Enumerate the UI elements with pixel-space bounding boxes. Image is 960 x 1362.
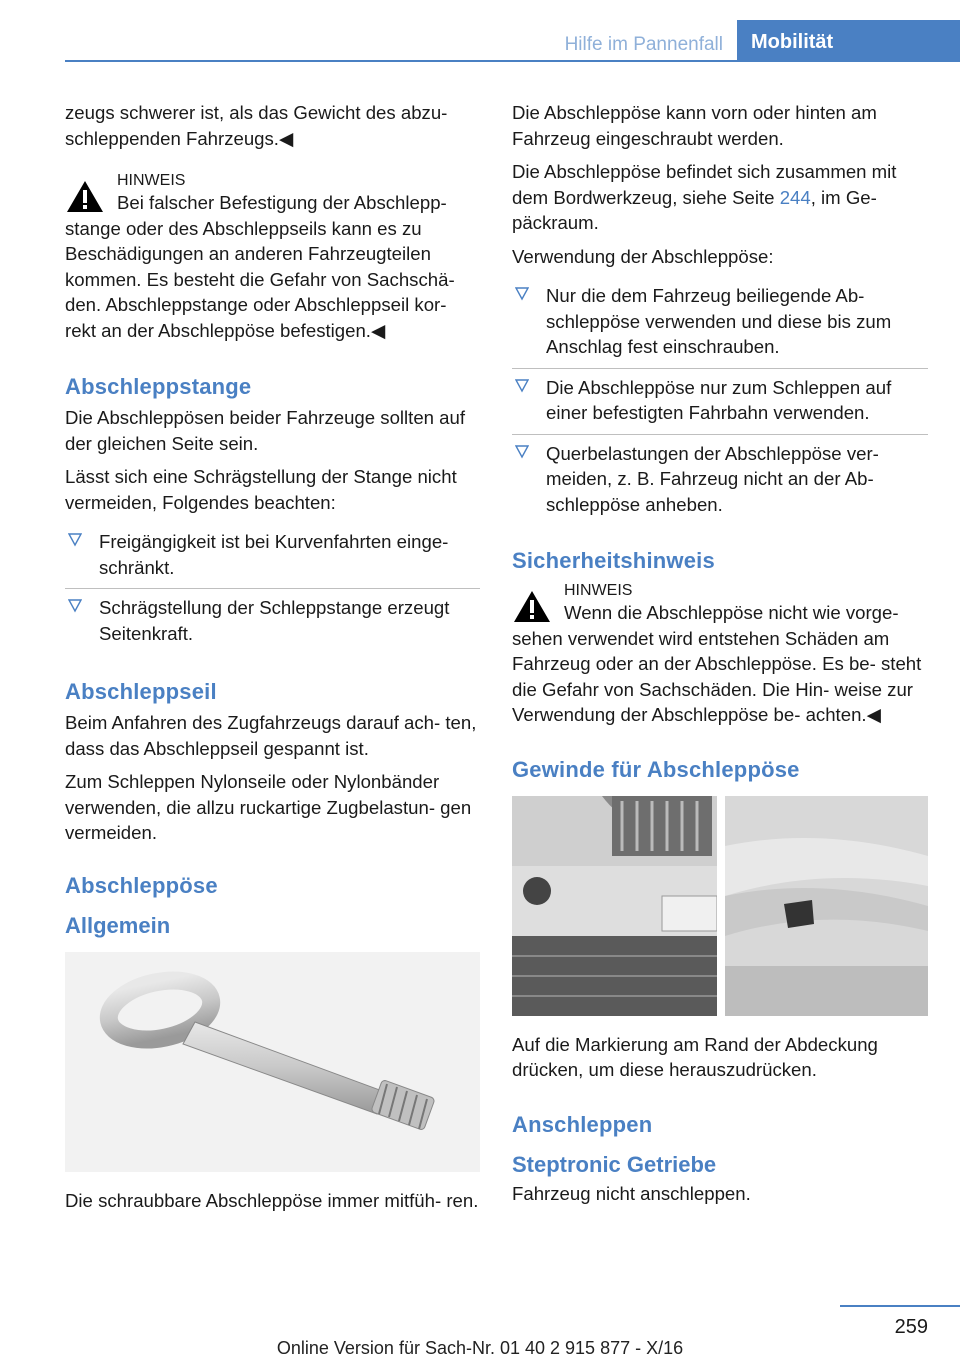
gewinde-caption: Auf die Markierung am Rand der Abdeckung drücken, um diese herauszudrücken.: [512, 1033, 878, 1080]
warning-text-first: Bei falscher Befestigung der Abschlepp-: [117, 192, 447, 213]
warning-text: stange oder des Abschleppseils kann es zu Beschädigungen an anderen Fahrzeugteilen kommen. Es besteht die Gefahr von Sachschä- den. Abschleppstange oder Abschleppseil kor- rekt an der Abschleppöse befestigen.◀: [65, 217, 455, 341]
bumper-cover-image: [512, 796, 928, 1016]
subheading-allgemein: Allgemein: [65, 912, 171, 938]
list-item-text: Schrägstellung der Schleppstange erzeugt Seitenkraft.: [99, 597, 450, 644]
warning-text-first: Wenn die Abschleppöse nicht wie vorge-: [564, 602, 899, 623]
list-item: [512, 277, 928, 369]
text-span: Die Abschleppöse befindet sich zusammen mit dem Bordwerkzeug, siehe Seite: [512, 161, 897, 208]
left-column: [65, 100, 480, 1221]
page-reference-link[interactable]: 244: [779, 186, 811, 208]
list-item: [512, 369, 928, 435]
page-number: 259: [894, 1316, 928, 1338]
heading-abschleppstange: Abschleppstange: [65, 374, 252, 399]
triangle-bullet-icon: [515, 287, 529, 301]
intro-text: zeugs schwerer ist, als das Gewicht des abzu- schleppenden Fahrzeugs.◀: [65, 102, 448, 149]
warning-box: [65, 169, 480, 343]
header-chapter-tab: Mobilität: [737, 20, 960, 62]
subheading-steptronic: Steptronic Getriebe: [512, 1151, 717, 1177]
list-item: [65, 589, 480, 654]
triangle-bullet-icon: [68, 533, 82, 547]
header-rule: [65, 60, 960, 62]
triangle-bullet-icon: [68, 599, 82, 613]
bumper-illustration: [512, 796, 928, 1016]
right-paragraph-2: [512, 159, 928, 236]
list-item: [512, 435, 928, 526]
seil-paragraph-2: Zum Schleppen Nylonseile oder Nylonbänder verwenden, die allzu ruckartige Zugbelastun- gen vermeiden.: [65, 771, 472, 843]
warning-box: [512, 579, 928, 728]
stange-paragraph-1: Die Abschleppösen beider Fahrzeuge sollten auf der gleichen Seite sein.: [65, 407, 466, 454]
header-section-title: Hilfe im Pannenfall: [564, 34, 723, 55]
list-item-text: Die Abschleppöse nur zum Schleppen auf einer befestigten Fahrbahn verwenden.: [546, 376, 892, 423]
heading-gewinde: Gewinde für Abschleppöse: [512, 756, 800, 782]
warning-text: sehen verwendet wird entstehen Schäden am Fahrzeug oder an der Abschleppöse. Es be- steht die Gefahr von Sachschäden. Die Hin- weise zur Verwendung der Abschleppöse be- achten.◀: [512, 627, 922, 725]
list-item-text: Querbelastungen der Abschleppöse ver- meiden, z. B. Fahrzeug nicht an der Ab- schleppöse anheben.: [546, 442, 879, 515]
heading-abschleppoese: Abschleppöse: [65, 872, 218, 898]
list-item: [65, 523, 480, 589]
right-paragraph-1: Die Abschleppöse kann vorn oder hinten am Fahrzeug eingeschraubt werden.: [512, 102, 877, 149]
list-item-text: Freigängigkeit ist bei Kurvenfahrten einge- schränkt.: [99, 531, 449, 578]
right-column: [512, 100, 928, 1214]
towing-eye-image: [65, 952, 480, 1172]
right-paragraph-3: Verwendung der Abschleppöse:: [512, 245, 774, 267]
anschleppen-text: Fahrzeug nicht anschleppen.: [512, 1182, 751, 1204]
warning-title: HINWEIS: [564, 582, 633, 599]
heading-anschleppen: Anschleppen: [512, 1111, 653, 1137]
stange-paragraph-2: Lässt sich eine Schrägstellung der Stange nicht vermeiden, Folgendes beachten:: [65, 466, 457, 513]
warning-icon: [512, 589, 552, 624]
triangle-bullet-icon: [515, 445, 529, 459]
warning-title: HINWEIS: [117, 172, 186, 189]
seil-paragraph-1: Beim Anfahren des Zugfahrzeugs darauf ach- ten, dass das Abschleppseil gespannt ist.: [65, 712, 477, 759]
heading-abschleppseil: Abschleppseil: [65, 679, 217, 704]
heading-sicherheitshinweis: Sicherheitshinweis: [512, 548, 715, 573]
warning-icon: [65, 179, 105, 214]
text-span: , im Ge- päckraum.: [512, 186, 877, 233]
towing-eye-illustration: [65, 952, 480, 1172]
list-item-text: Nur die dem Fahrzeug beiliegende Ab- schleppöse verwenden und diese bis zum Anschlag fest einschrauben.: [546, 285, 892, 357]
eye-caption: Die schraubbare Abschleppöse immer mitfüh- ren.: [65, 1189, 479, 1211]
footer-version-text: Online Version für Sach-Nr. 01 40 2 915 877 - X/16: [276, 1338, 684, 1358]
footer-rule: [840, 1305, 960, 1307]
stange-list: [65, 523, 480, 654]
usage-list: [512, 277, 928, 525]
triangle-bullet-icon: [515, 379, 529, 393]
